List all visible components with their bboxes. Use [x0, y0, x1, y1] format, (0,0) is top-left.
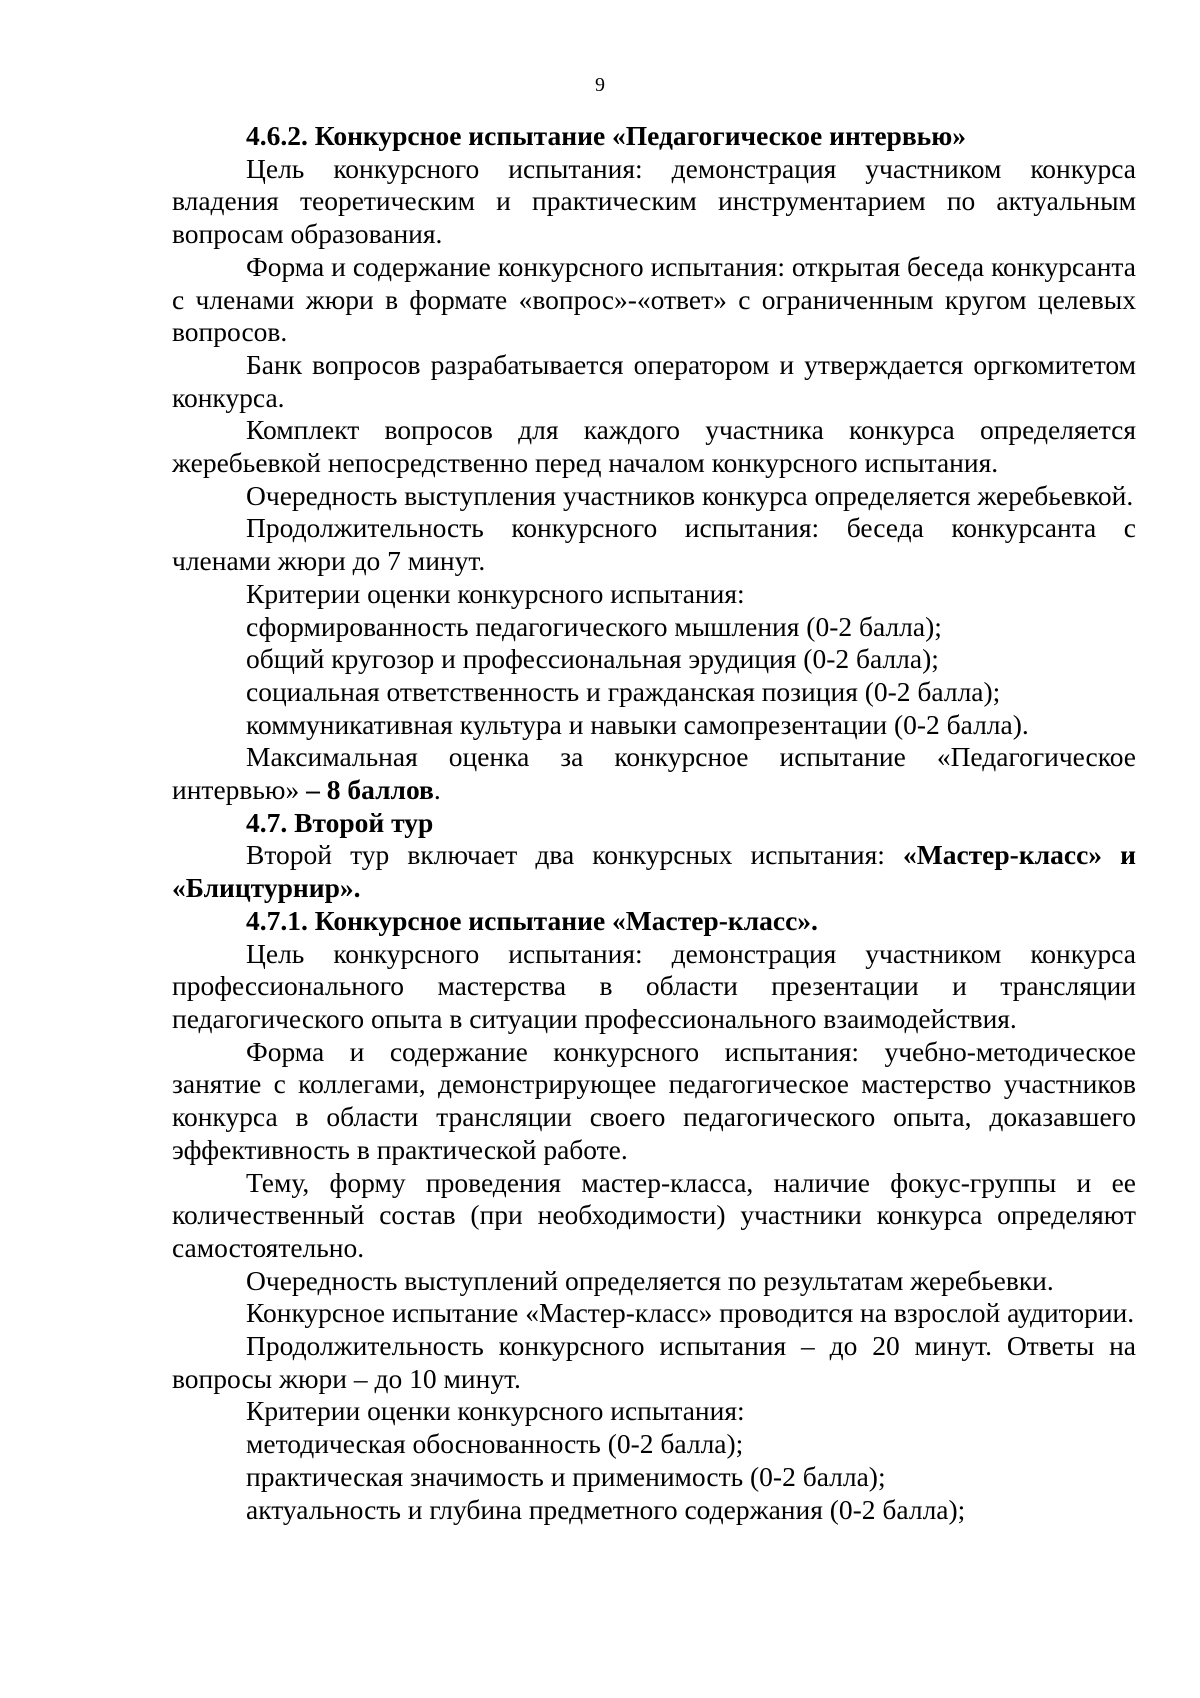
section-heading-4-7-1: 4.7.1. Конкурсное испытание «Мастер-класс».	[246, 904, 818, 936]
criteria-item: сформированность педагогического мышления (0-2 балла);	[246, 610, 942, 642]
criteria-item: социальная ответственность и гражданская позиция (0-2 балла);	[246, 675, 1001, 707]
paragraph: Банк вопросов разрабатывается оператором и утверждается оргкомитетом конкурса.	[172, 348, 1136, 413]
section-heading-4-7: 4.7. Второй тур	[246, 806, 434, 838]
paragraph: Форма и содержание конкурсного испытания: учебно-методическое занятие с коллегами, демонстрирующее педагогическое мастерство участников конкурса в области трансляции своего педагогического опыта, доказавшего эффективность в практической работе.	[172, 1035, 1136, 1165]
max-score-text: Максимальная оценка за конкурсное испытание «Педагогическое интервью»	[172, 741, 1136, 806]
criteria-item: общий кругозор и профессиональная эрудиция (0-2 балла);	[246, 643, 939, 675]
second-round-text: Второй тур включает два конкурсных испытания:	[246, 839, 904, 871]
criteria-item: коммуникативная культура и навыки самопрезентации (0-2 балла).	[246, 708, 1029, 740]
max-score-paragraph	[172, 741, 1136, 806]
paragraph: Очередность выступления участников конкурса определяется жеребьевкой.	[246, 479, 1134, 511]
paragraph: Комплект вопросов для каждого участника конкурса определяется жеребьевкой непосредственно перед началом конкурсного испытания.	[172, 414, 1136, 479]
max-score-period: .	[433, 774, 441, 806]
paragraph: Продолжительность конкурсного испытания: беседа конкурсанта с членами жюри до 7 минут.	[172, 512, 1136, 577]
second-round-tests: «Мастер-класс» и «Блицтурнир».	[172, 839, 1137, 904]
second-round-paragraph	[172, 839, 1136, 904]
paragraph: Очередность выступлений определяется по результатам жеребьевки.	[246, 1264, 1054, 1296]
paragraph: Форма и содержание конкурсного испытания: открытая беседа конкурсанта с членами жюри в формате «вопрос»-«ответ» с ограниченным кругом целевых вопросов.	[172, 250, 1136, 348]
section-heading-4-6-2: 4.6.2. Конкурсное испытание «Педагогическое интервью»	[246, 120, 966, 151]
page-number: 9	[595, 74, 605, 96]
criteria-item: методическая обоснованность (0-2 балла);	[246, 1428, 744, 1460]
criteria-item: практическая значимость и применимость (0-2 балла);	[246, 1460, 886, 1492]
criteria-heading: Критерии оценки конкурсного испытания:	[246, 1395, 745, 1427]
criteria-item: актуальность и глубина предметного содержания (0-2 балла);	[246, 1493, 966, 1525]
max-score-value: – 8 баллов	[299, 774, 434, 806]
paragraph: Тему, форму проведения мастер-класса, наличие фокус-группы и ее количественный состав (при необходимости) участники конкурса определяют самостоятельно.	[172, 1166, 1136, 1263]
paragraph: Продолжительность конкурсного испытания – до 20 минут. Ответы на вопросы жюри – до 10 минут.	[172, 1330, 1136, 1394]
paragraph: Цель конкурсного испытания: демонстрация участником конкурса профессионального мастерства в области презентации и трансляции педагогического опыта в ситуации профессионального взаимодействия.	[172, 937, 1136, 1034]
document-body	[172, 120, 1136, 1526]
paragraph: Цель конкурсного испытания: демонстрация участником конкурса владения теоретическим и практическим инструментарием по актуальным вопросам образования.	[172, 152, 1136, 250]
criteria-heading: Критерии оценки конкурсного испытания:	[246, 577, 745, 609]
paragraph: Конкурсное испытание «Мастер-класс» проводится на взрослой аудитории.	[246, 1297, 1135, 1329]
